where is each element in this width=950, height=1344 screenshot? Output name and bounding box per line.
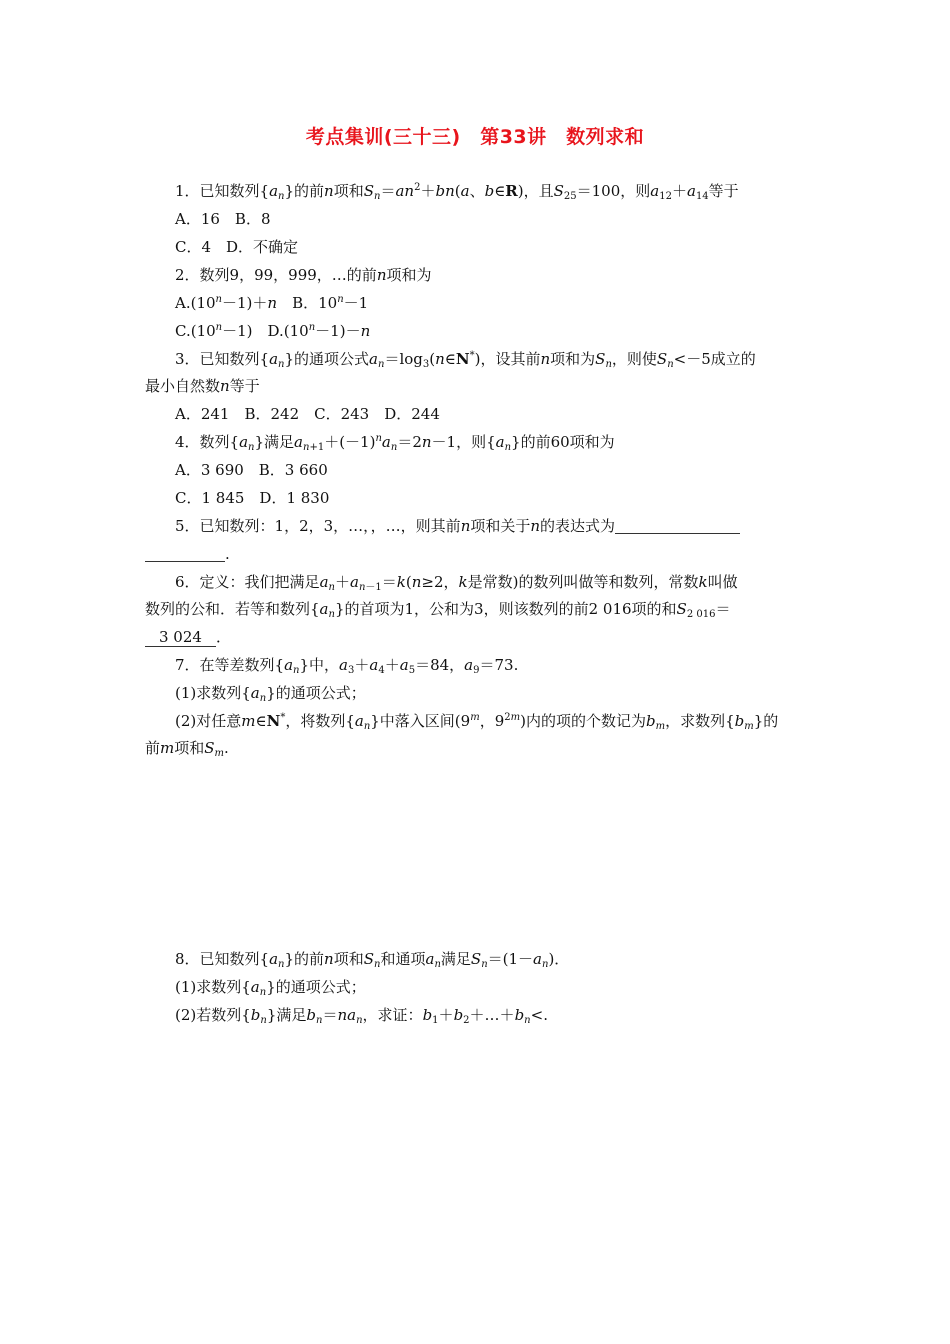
question-number: 4． — [175, 433, 200, 451]
question-7-part-2-line-2: 前m项和$S_m$. — [145, 739, 229, 759]
question-5: 5．已知数列：1，2，3，…，，…，则其前n项和关于n的表达式为 — [175, 516, 810, 536]
question-number: 7． — [175, 656, 200, 674]
question-number: 2． — [175, 266, 200, 284]
question-8-part-1: (1)求数列$\{a_n\}$的通项公式； — [175, 978, 366, 998]
question-6-line-1: 6．定义：我们把满足$a_n+a_{n-1}=k(n\ge 2$，k是常数)的数列叫做等和数列，常数k叫做 — [175, 573, 738, 593]
question-2-options-a-b: $A.(10^n-1)+n$ B．$10^n-1$ — [175, 294, 369, 312]
question-number: 5． — [175, 517, 200, 535]
question-3-line-2: 最小自然数n等于 — [145, 377, 260, 395]
filled-answer: 3 024 — [145, 628, 216, 647]
question-7: 7．在等差数列$\{a_n\}$中，$a_3+a_4+a_5=84$，$a_9=73$. — [175, 656, 519, 676]
answer-blank — [145, 546, 225, 562]
question-4-options-c-d: C．1 845 D．1 830 — [175, 489, 330, 507]
page-title: 考点集训(三十三) 第33讲 数列求和 — [305, 126, 645, 148]
question-4: 4．数列$\{a_n\}$满足$a_{n+1}+(-1)^na_n=2n-1$，则$\{a_n\}$的前60项和为 — [175, 433, 615, 453]
question-7-part-2-line-1: (2)对任意m∈N*，将数列$\{a_n\}$中落入区间(9$^m$，$9^{2m}$)内的项的个数记为$b_m$，求数列$\{b_m\}$的 — [175, 712, 779, 732]
question-number: 1． — [175, 182, 200, 200]
question-1-options-c-d: C．4 D．不确定 — [175, 238, 299, 256]
question-3-options: A．241 B．242 C．243 D．244 — [175, 405, 440, 423]
question-5-blank-continuation: . — [145, 544, 810, 564]
question-7-part-1: (1)求数列$\{a_n\}$的通项公式； — [175, 684, 366, 704]
answer-blank — [615, 518, 740, 534]
question-number: 3． — [175, 350, 200, 368]
question-4-options-a-b: A．3 690 B．3 660 — [175, 461, 328, 479]
question-8: 8．已知数列$\{a_n\}$的前n项和$S_n$和通项$a_n$满足$S_n=(1-a_n)$． — [175, 950, 570, 970]
question-1-options-a-b: A．16 B．8 — [175, 210, 271, 228]
question-8-part-2: (2)若数列$\{b_n\}$满足$b_n=na_n$，求证：$b_1+b_2+\dots+b_n<$. — [175, 1006, 548, 1026]
question-2-options-c-d: $C.(10^n-1)$ $D.(10^n-1)-n$ — [175, 322, 371, 340]
question-number: 6． — [175, 573, 200, 591]
question-number: 8． — [175, 950, 200, 968]
question-6-line-2: 数列的公和．若等和数列$\{a_n\}$的首项为1，公和为3，则该数列的前2 016项的和$S_{2 016}=$ — [145, 600, 731, 620]
question-6-answer-line: 3 024 ． — [145, 627, 810, 647]
question-1: 1．已知数列$\{a_n\}$的前n项和$S_n=an^2+bn(a$、b∈R)，且$S_{25}=100$，则$a_{12}+a_{14}$等于 — [175, 182, 739, 202]
question-3-line-1: 3．已知数列$\{a_n\}$的通项公式$a_n=\log_3(n\in N^*)$，设其前n项和为$S_n$，则使$S_n<-5$成立的 — [175, 350, 756, 370]
question-2: 2．数列9，99，999，…的前n项和为 — [175, 266, 432, 284]
